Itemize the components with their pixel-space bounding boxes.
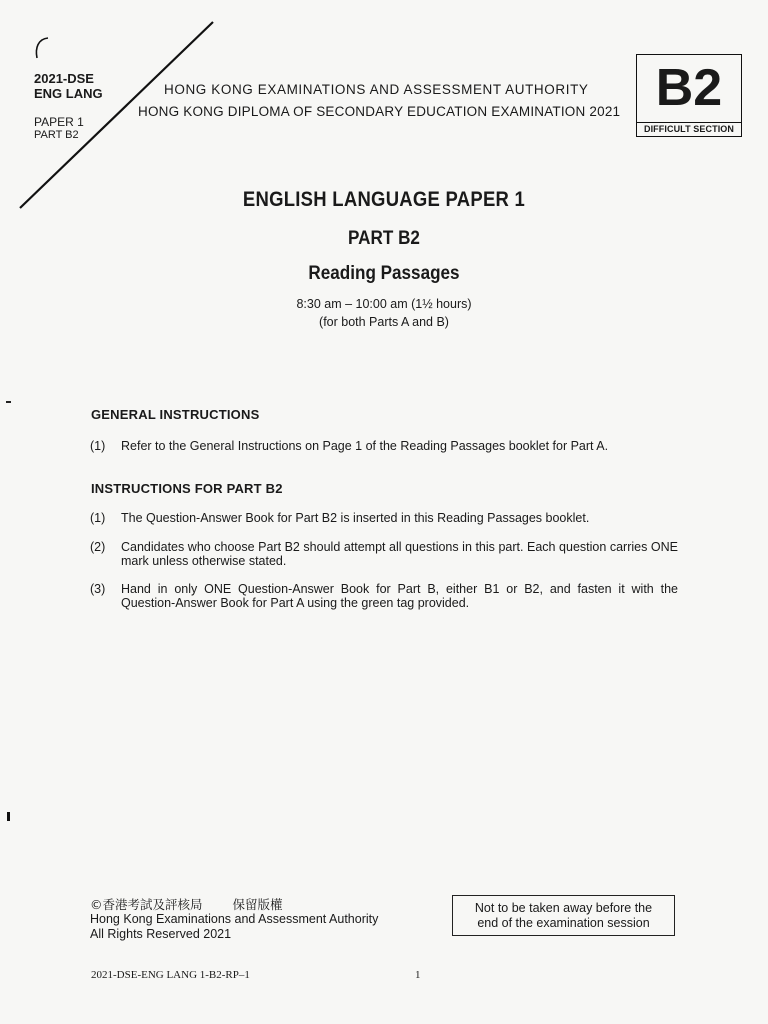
authority-name: HONG KONG EXAMINATIONS AND ASSESSMENT AUTHORITY [164, 82, 589, 97]
exam-name: HONG KONG DIPLOMA OF SECONDARY EDUCATION EXAMINATION 2021 [138, 104, 621, 119]
instruction-text: Refer to the General Instructions on Page 1 of the Reading Passages booklet for Part A. [121, 439, 609, 453]
instruction-number: (3) [90, 582, 106, 596]
notice-line: end of the examination session [477, 916, 650, 930]
instruction-text: Hand in only ONE Question-Answer Book for Part B, either B1 or B2, and fasten it with the Question-Answer Book for Part A using the green tag provided. [121, 582, 678, 610]
notice-line: Not to be taken away before the [474, 901, 653, 915]
paper-title: ENGLISH LANGUAGE PAPER 1 [242, 188, 526, 211]
instruction-number: (2) [90, 540, 106, 554]
instruction-item [90, 511, 678, 525]
exam-session-notice [452, 895, 675, 936]
section-box [636, 54, 742, 137]
copyright-chinese-authority: ©香港考試及評核局 [90, 897, 203, 912]
section-code: B2 [655, 59, 723, 117]
page-number: 1 [415, 969, 421, 981]
paper-code [34, 71, 103, 101]
exam-time-note: (for both Parts A and B) [319, 315, 449, 329]
copyright-chinese [90, 897, 378, 912]
paper-code-line: 2021-DSE [34, 71, 94, 86]
copyright-chinese-rights: 保留版權 [232, 897, 283, 912]
instruction-text: Candidates who choose Part B2 should attempt all questions in this part. Each question carries ONE mark unless otherwise stated. [121, 540, 678, 568]
instruction-item [90, 540, 678, 568]
part-title: PART B2 [348, 228, 420, 249]
exam-time: 8:30 am – 10:00 am (1½ hours) [296, 297, 472, 311]
booklet-title: Reading Passages [308, 263, 460, 284]
paper-part-code [34, 116, 84, 142]
rights-reserved: All Rights Reserved 2021 [90, 927, 232, 941]
paper-code-line: ENG LANG [34, 86, 103, 101]
authority-header [138, 79, 638, 123]
instruction-text: The Question-Answer Book for Part B2 is inserted in this Reading Passages booklet. [121, 511, 590, 525]
section-label: DIFFICULT SECTION [637, 122, 741, 136]
paper-line: PAPER 1 [34, 115, 84, 129]
part-b2-instructions-heading: INSTRUCTIONS FOR PART B2 [91, 481, 283, 496]
part-line: PART B2 [34, 129, 79, 141]
instruction-number: (1) [90, 439, 106, 453]
margin-bar-mark [7, 812, 10, 821]
instruction-item [90, 439, 678, 453]
instruction-item [90, 582, 678, 610]
margin-dash-mark [6, 401, 11, 403]
document-code: 2021-DSE-ENG LANG 1-B2-RP–1 [91, 969, 250, 981]
copyright-block [90, 897, 378, 942]
copyright-english: Hong Kong Examinations and Assessment Authority [90, 912, 379, 926]
instruction-number: (1) [90, 511, 106, 525]
general-instructions-heading: GENERAL INSTRUCTIONS [91, 407, 260, 422]
